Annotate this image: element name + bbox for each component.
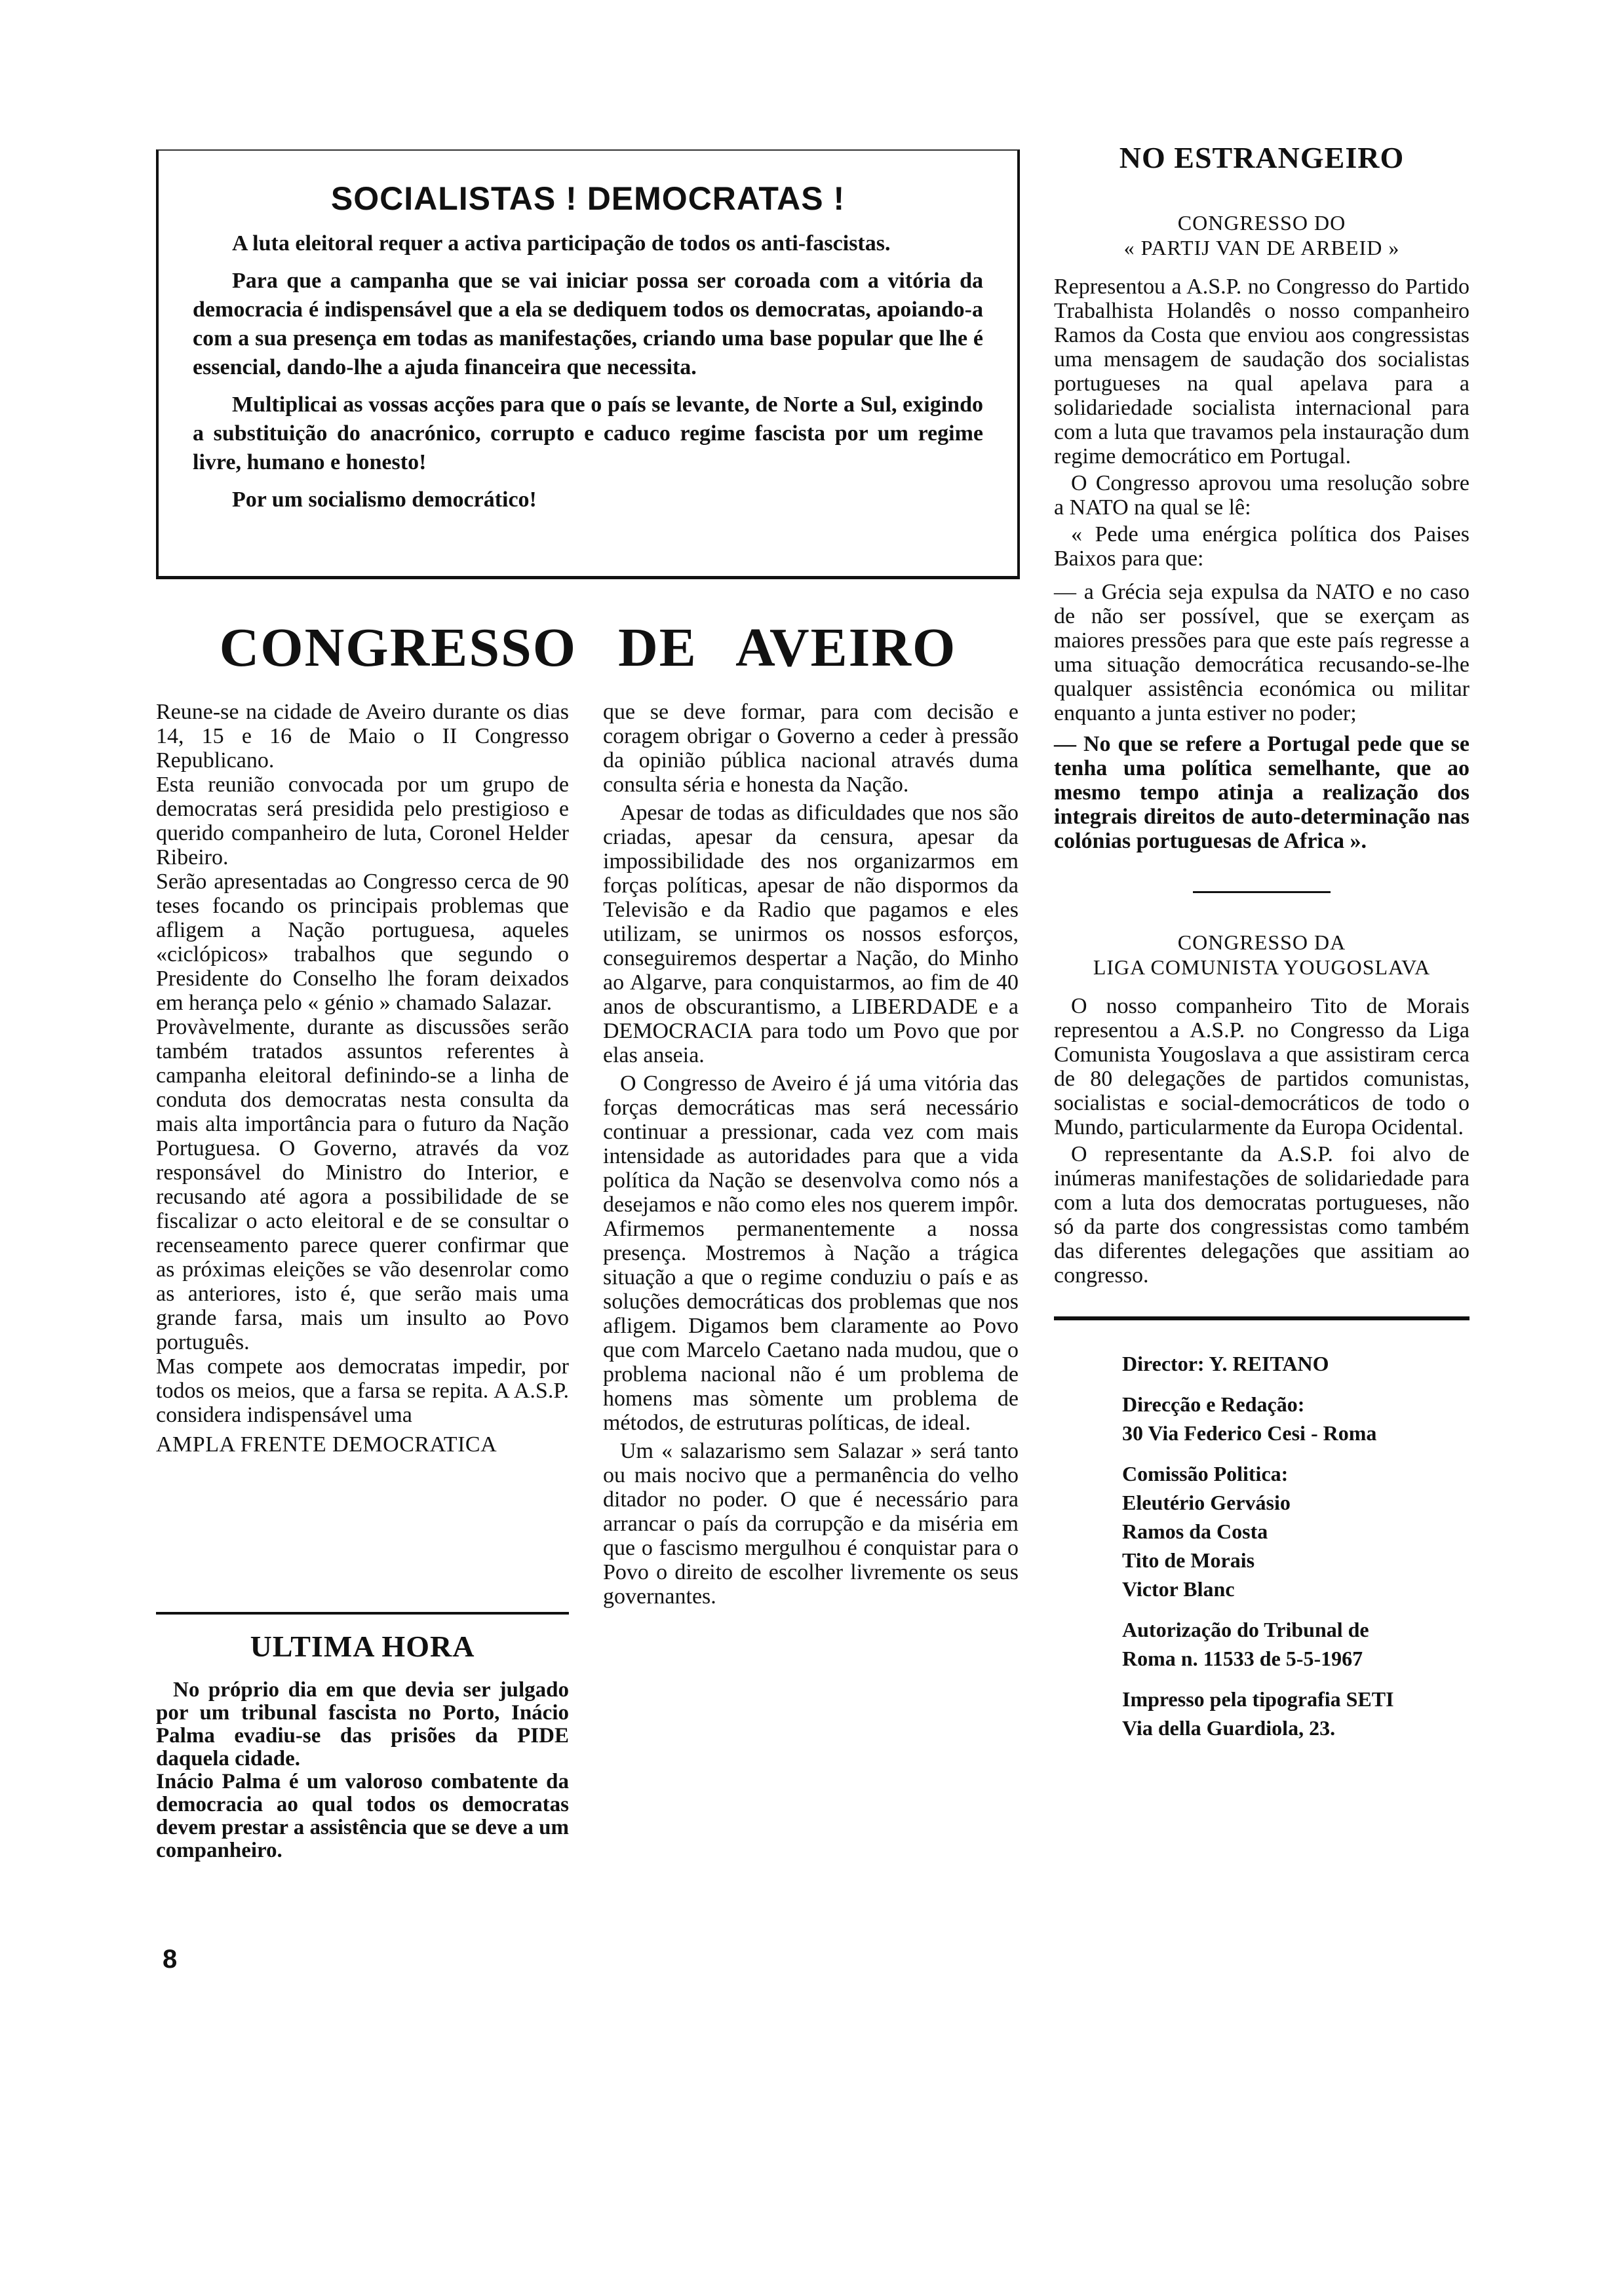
section-title: NO ESTRANGEIRO (1119, 141, 1405, 174)
article-paragraph: Serão apresentadas ao Congresso cerca de 90 teses focando os principais problemas que afligem a Nação portuguesa, aqueles «ciclópicos» trabalhos que segundo o Presidente do Conselho lhe foram deixados em herança pelo « génio » chamado Salazar. (156, 870, 569, 1015)
quote-paragraph: — a Grécia seja expulsa da NATO e no caso de não ser possível, que se exerçam as maiores pressões para que este país regresse a uma situação democrática recusando-se-lhe qualquer assistência económica ou militar enquanto a junta estiver no poder; (1054, 580, 1469, 725)
imprint-line: Roma n. 11533 de 5-5-1967 (1122, 1647, 1363, 1670)
ultima-paragraph: No próprio dia em que devia ser julgado por um tribunal fascista no Porto, Inácio Palma evadiu-se das prisões da PIDE daquela cidade. (156, 1678, 569, 1770)
article-column-2 (603, 700, 1019, 1613)
imprint-line: Tito de Morais (1122, 1548, 1255, 1572)
right-column (1054, 131, 1469, 1754)
subsection-paragraph: O Congresso aprovou uma resolução sobre a NATO na qual se lê: (1054, 471, 1469, 520)
subsection-paragraph: O representante da A.S.P. foi alvo de inúmeras manifestações de solidariedade para com a luta dos democratas portugueses, não só da parte dos congressistas como também das diferentes delegações que assitiam ao congresso. (1054, 1142, 1469, 1288)
ultima-hora-text (156, 1679, 569, 1862)
article-paragraph: Um « salazarismo sem Salazar » será tanto ou mais nocivo que a permanência do velho ditador no poder. O que é necessário para arrancar o país da corrupção e da miséria em que o fascismo mergulhou é conquistar para o Povo o direito de escolher livremente os seus governantes. (603, 1439, 1019, 1609)
article-column-1 (156, 700, 569, 1457)
box-paragraph: Por um socialismo democrático! (232, 488, 537, 512)
imprint-line: Eleutério Gervásio (1122, 1491, 1291, 1514)
subsection-paragraph: Representou a A.S.P. no Congresso do Partido Trabalhista Holandês o nosso companheiro Ramos da Costa que enviou aos congressistas uma mensagem de saudação dos socialistas portugueses na qual apelava para a solidariedade socialista internacional para com a luta que travamos pela instauração dum regime democrático em Portugal. (1054, 275, 1469, 469)
subsection-heading-line: CONGRESSO DA (1177, 930, 1346, 954)
subsection-heading-line: CONGRESSO DO (1177, 211, 1346, 235)
article-paragraph: que se deve formar, para com decisão e coragem obrigar o Governo a ceder à pressão da opinião pública nacional através duma consulta séria e honesta da Nação. (603, 700, 1019, 797)
socialistas-box (156, 149, 1020, 579)
article-paragraph: Reune-se na cidade de Aveiro durante os dias 14, 15 e 16 de Maio o II Congresso Republicano. (156, 700, 569, 773)
ultima-hora-title: ULTIMA HORA (250, 1630, 475, 1663)
quote-paragraph: — No que se refere a Portugal pede que se tenha uma política semelhante, que ao mesmo tempo atinja a realização dos integrais direitos de auto-determinação nas colónias portuguesas de Africa ». (1054, 732, 1469, 853)
imprint-line: Ramos da Costa (1122, 1520, 1268, 1543)
imprint-director: Director: Y. REITANO (1122, 1352, 1329, 1375)
ultima-paragraph: Inácio Palma é um valoroso combatente da democracia ao qual todos os democratas devem prestar a assistência que se deve a um companheiro. (156, 1770, 569, 1862)
subsection-heading (1054, 930, 1469, 980)
imprint-line: Comissão Politica: (1122, 1462, 1289, 1485)
imprint-line: Direcção e Redação: (1122, 1392, 1305, 1416)
divider-rule (1193, 891, 1331, 893)
imprint-line: Victor Blanc (1122, 1577, 1235, 1601)
subsection-heading-line: LIGA COMUNISTA YOUGOSLAVA (1093, 955, 1431, 979)
subsection-heading-line: « PARTIJ VAN DE ARBEID » (1123, 236, 1400, 259)
subsection-text (1054, 994, 1469, 1288)
imprint-line: Impresso pela tipografia SETI (1122, 1687, 1394, 1711)
imprint-line: Via della Guardiola, 23. (1122, 1716, 1336, 1740)
imprint (1054, 1349, 1469, 1742)
article-paragraph: O Congresso de Aveiro é já uma vitória das forças democráticas mas será necessário continuar a pressionar, cada vez com mais intensidade as autoridades para que a vida política da Nação se desenvolva como nós a desejamos e não como eles nos querem impôr. Afirmemos permanentemente a nossa presença. Mostremos à Nação a trágica situação a que o regime conduziu o país e as soluções democráticas dos problemas que nos afligem. Digamos bem claramente ao Povo que com Marcelo Caetano nada mudou, que o problema nacional não é um problema de homens mas sòmente um problema de métodos, de estruturas políticas, de ideal. (603, 1071, 1019, 1435)
box-title: SOCIALISTAS ! DEMOCRATAS ! (330, 180, 846, 217)
article-paragraph: Esta reunião convocada por um grupo de democratas será presidida pelo prestigioso e querido companheiro de luta, Coronel Helder Ribeiro. (156, 773, 569, 870)
ampla-frente-heading: AMPLA FRENTE DEMOCRATICA (156, 1432, 497, 1457)
subsection-paragraph: O nosso companheiro Tito de Morais representou a A.S.P. no Congresso da Liga Comunista Yougoslava a que assistiram cerca de 80 delegações de partidos comunistas, socialistas e social-democráticos de todo o Mundo, particularmente da Europa Ocidental. (1054, 994, 1469, 1139)
box-paragraph: Multiplicai as vossas acções para que o país se levante, de Norte a Sul, exigindo a substituição do anacrónico, corrupto e caduco regime fascista por um regime livre, humano e honesto! (193, 392, 983, 474)
article-paragraph: Provàvelmente, durante as discussões serão também tratados assuntos referentes à campanha eleitoral definindo-se a linha de conduta dos democratas nesta consulta da mais alta importância para o futuro da Nação Portuguesa. O Governo, através da voz responsável do Ministro do Interior, e recusando até agora a possibilidade de se fiscalizar o acto eleitoral e de se consultar o recenseamento parece querer confirmar que as próximas eleições se vão desenrolar como as anteriores, isto é, que serão mais uma grande farsa, mais um insulto ao Povo português. (156, 1015, 569, 1354)
quote-paragraph: « Pede uma enérgica política dos Paises Baixos para que: (1054, 522, 1469, 571)
box-paragraph: Para que a campanha que se vai iniciar possa ser coroada com a vitória da democracia é indispensável que a ela se dediquem todos os democratas, apoiando-a com a sua presença em todas as manifestações, criando uma base popular que lhe é essencial, dando-lhe a ajuda financeira que necessita. (193, 269, 983, 379)
divider-rule (1054, 1316, 1469, 1320)
article-title: CONGRESSO DE AVEIRO (219, 617, 957, 678)
page-number: 8 (163, 1945, 178, 1974)
subsection-text (1054, 275, 1469, 853)
divider-rule (156, 1612, 569, 1615)
subsection-heading (1054, 210, 1469, 260)
article-paragraph: Apesar de todas as dificuldades que nos são criadas, apesar da censura, apesar da impossibilidade des nos organizarmos em forças políticas, apesar de não dispormos da Televisão e da Radio que pagamos e eles utilizam, se unirmos os nossos esforços, conseguiremos despertar a Nação, do Minho ao Algarve, para conquistarmos, ao fim de 40 anos de obscurantismo, a LIBERDADE e a DEMOCRACIA para todo um Povo que por elas anseia. (603, 801, 1019, 1067)
imprint-line: Autorização do Tribunal de (1122, 1618, 1369, 1641)
article-paragraph: Mas compete aos democratas impedir, por todos os meios, que a farsa se repita. A A.S.P. considera indispensável uma (156, 1354, 569, 1427)
imprint-line: 30 Via Federico Cesi - Roma (1122, 1421, 1377, 1445)
box-paragraph: A luta eleitoral requer a activa participação de todos os anti-fascistas. (232, 231, 891, 256)
